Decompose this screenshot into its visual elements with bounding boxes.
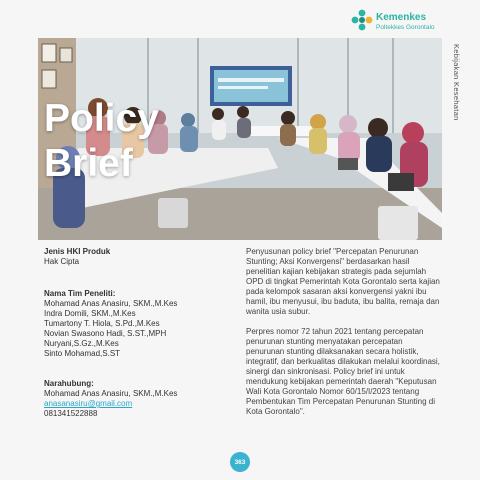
team-heading: Nama Tim Peneliti: — [44, 289, 116, 298]
side-label-text: Kebijakan Kesehatan — [452, 44, 461, 121]
contact-name: Mohamad Anas Anasiru, SKM.,M.Kes — [44, 389, 178, 398]
contact-heading: Narahubung: — [44, 379, 94, 388]
product-value: Hak Cipta — [44, 257, 80, 266]
team-member: Nuryani,S.Gz.,M.Kes — [44, 339, 119, 348]
title-line2: Brief — [44, 142, 133, 185]
contact-phone: 081341522888 — [44, 409, 98, 418]
logo-line2: Poltekkes Gorontalo — [376, 24, 435, 31]
contact-email-link[interactable]: anasanasiru@gmail.com — [44, 399, 133, 408]
description-paragraph-2: Perpres nomor 72 tahun 2021 tentang percepatan penurunan stunting menyatakan percepatan penurunan stunting dilaksanakan secara holistik, integratif, dan berkualitas dilakukan melalui koordinasi, sinergi dan sinkronisasi. Policy brief ini untuk mendukung kebijakan pemerintah daerah "Keputusan Wali Kota Gorontalo Nomor 60/15/I/2023 tentang Pembentukan Tim Percepatan Penurunan Stunting di Kota Gorontalo". — [246, 327, 440, 416]
team-member: Sinto Mohamad,S.ST — [44, 349, 121, 358]
contact-block — [44, 379, 224, 419]
title-line1: Policy — [44, 97, 159, 140]
description-paragraph-1: Penyusunan policy brief "Percepatan Penurunan Stunting; Aksi Konvergensi" berdasarkan hasil penelitian kajian kebijakan strategis pada sejumlah OPD di tingkat Pemerintah Kota Gorontalo serta kajian pada kelompok sasaran aksi konvergensi yakni ibu hamil, ibu menyusui, ibu baduta, ibu balita, remaja dan wanita usia subur. — [246, 247, 440, 316]
team-member: Mohamad Anas Anasiru, SKM.,M.Kes — [44, 299, 178, 308]
logo-line1: Kemenkes — [376, 12, 427, 23]
info-column — [44, 247, 224, 419]
team-member: Novian Swasono Hadi, S.ST.,MPH — [44, 329, 167, 338]
team-member: Tumartony T. Hiola, S.Pd.,M.Kes — [44, 319, 160, 328]
description-column — [246, 247, 442, 427]
kemenkes-logo-icon — [350, 8, 374, 32]
kemenkes-logo — [350, 8, 450, 36]
team-member: Indra Domili, SKM.,M.Kes — [44, 309, 136, 318]
team-block — [44, 289, 224, 359]
product-block — [44, 247, 224, 267]
side-label — [452, 44, 466, 174]
product-heading: Jenis HKI Produk — [44, 247, 111, 256]
page-number-badge: 363 — [230, 452, 250, 472]
policy-brief-title — [44, 96, 159, 186]
